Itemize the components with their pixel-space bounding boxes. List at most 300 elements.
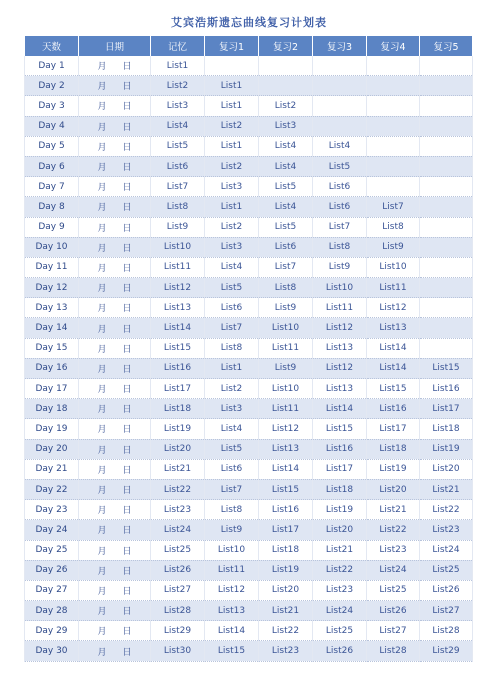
month-label: 月	[97, 607, 107, 618]
table-row	[25, 601, 473, 621]
review-2-cell: List12	[259, 419, 313, 439]
review-2-cell	[259, 56, 313, 76]
review-2-cell: List5	[259, 177, 313, 197]
memorize-cell: List5	[151, 136, 205, 156]
day-cell: Day 26	[25, 560, 79, 580]
review-4-cell: List21	[367, 500, 420, 520]
review-3-cell: List9	[313, 257, 367, 277]
review-5-cell	[420, 278, 473, 298]
memorize-cell: List28	[151, 601, 205, 621]
review-4-cell: List25	[367, 580, 420, 600]
review-1-cell: List2	[205, 217, 259, 237]
day-cell: Day 3	[25, 96, 79, 116]
review-5-cell: List28	[420, 621, 473, 641]
review-1-cell: List4	[205, 257, 259, 277]
month-label: 月	[97, 364, 107, 375]
table-body	[25, 56, 473, 661]
day-label: 日	[122, 445, 132, 456]
review-4-cell: List26	[367, 601, 420, 621]
date-cell[interactable]	[79, 520, 151, 540]
review-1-cell: List2	[205, 116, 259, 136]
day-label: 日	[122, 344, 132, 355]
review-5-cell: List22	[420, 500, 473, 520]
day-label: 日	[122, 506, 132, 517]
review-4-cell: List9	[367, 237, 420, 257]
month-label: 月	[97, 82, 107, 93]
review-4-cell: List10	[367, 257, 420, 277]
memorize-cell: List20	[151, 439, 205, 459]
day-label: 日	[122, 385, 132, 396]
month-label: 月	[97, 163, 107, 174]
month-label: 月	[97, 385, 107, 396]
review-3-cell: List14	[313, 399, 367, 419]
day-label: 日	[122, 364, 132, 375]
date-cell[interactable]	[79, 500, 151, 520]
day-label: 日	[122, 526, 132, 537]
review-3-cell: List26	[313, 641, 367, 661]
review-3-cell: List23	[313, 580, 367, 600]
month-label: 月	[97, 324, 107, 335]
review-2-cell: List4	[259, 156, 313, 176]
review-1-cell: List6	[205, 459, 259, 479]
memorize-cell: List4	[151, 116, 205, 136]
review-5-cell: List20	[420, 459, 473, 479]
review-2-cell: List23	[259, 641, 313, 661]
day-cell: Day 10	[25, 237, 79, 257]
review-2-cell: List21	[259, 601, 313, 621]
memorize-cell: List22	[151, 479, 205, 499]
review-2-cell: List22	[259, 621, 313, 641]
review-3-cell: List24	[313, 601, 367, 621]
day-cell: Day 1	[25, 56, 79, 76]
review-3-cell: List25	[313, 621, 367, 641]
review-1-cell: List1	[205, 136, 259, 156]
day-cell: Day 15	[25, 338, 79, 358]
date-cell[interactable]	[79, 76, 151, 96]
review-3-cell: List22	[313, 560, 367, 580]
day-label: 日	[122, 425, 132, 436]
review-1-cell: List2	[205, 156, 259, 176]
date-cell[interactable]	[79, 197, 151, 217]
day-label: 日	[122, 203, 132, 214]
table-row	[25, 298, 473, 318]
date-cell[interactable]	[79, 56, 151, 76]
review-2-cell: List11	[259, 338, 313, 358]
review-5-cell	[420, 96, 473, 116]
review-3-cell: List16	[313, 439, 367, 459]
header-memorize: 记忆	[151, 36, 205, 56]
date-cell[interactable]	[79, 217, 151, 237]
day-cell: Day 25	[25, 540, 79, 560]
table-row	[25, 358, 473, 378]
review-4-cell: List11	[367, 278, 420, 298]
day-label: 日	[122, 102, 132, 113]
month-label: 月	[97, 183, 107, 194]
review-1-cell: List8	[205, 500, 259, 520]
review-3-cell	[313, 116, 367, 136]
table-header-row	[25, 36, 473, 56]
review-2-cell: List16	[259, 500, 313, 520]
date-cell[interactable]	[79, 560, 151, 580]
month-label: 月	[97, 445, 107, 456]
memorize-cell: List3	[151, 96, 205, 116]
memorize-cell: List19	[151, 419, 205, 439]
review-3-cell: List18	[313, 479, 367, 499]
date-cell[interactable]	[79, 278, 151, 298]
review-4-cell: List20	[367, 479, 420, 499]
review-4-cell: List15	[367, 379, 420, 399]
review-2-cell: List8	[259, 278, 313, 298]
memorize-cell: List11	[151, 257, 205, 277]
month-label: 月	[97, 405, 107, 416]
review-1-cell: List9	[205, 520, 259, 540]
review-2-cell: List7	[259, 257, 313, 277]
date-cell[interactable]	[79, 116, 151, 136]
review-4-cell: List14	[367, 338, 420, 358]
day-cell: Day 21	[25, 459, 79, 479]
review-3-cell: List15	[313, 419, 367, 439]
month-label: 月	[97, 506, 107, 517]
day-label: 日	[122, 486, 132, 497]
day-cell: Day 11	[25, 257, 79, 277]
day-label: 日	[122, 163, 132, 174]
review-5-cell	[420, 197, 473, 217]
review-4-cell	[367, 76, 420, 96]
review-1-cell: List2	[205, 379, 259, 399]
review-5-cell: List19	[420, 439, 473, 459]
table-row	[25, 580, 473, 600]
month-label: 月	[97, 586, 107, 597]
table-row	[25, 641, 473, 661]
month-label: 月	[97, 546, 107, 557]
month-label: 月	[97, 304, 107, 315]
table-row	[25, 399, 473, 419]
table-row	[25, 136, 473, 156]
review-1-cell: List7	[205, 479, 259, 499]
review-3-cell: List4	[313, 136, 367, 156]
review-5-cell: List25	[420, 560, 473, 580]
review-4-cell: List24	[367, 560, 420, 580]
memorize-cell: List23	[151, 500, 205, 520]
review-2-cell: List19	[259, 560, 313, 580]
review-1-cell: List3	[205, 177, 259, 197]
date-cell[interactable]	[79, 580, 151, 600]
day-label: 日	[122, 62, 132, 73]
review-2-cell: List18	[259, 540, 313, 560]
month-label: 月	[97, 465, 107, 476]
review-4-cell: List18	[367, 439, 420, 459]
review-3-cell	[313, 56, 367, 76]
review-2-cell: List10	[259, 318, 313, 338]
day-cell: Day 24	[25, 520, 79, 540]
review-4-cell: List28	[367, 641, 420, 661]
day-cell: Day 19	[25, 419, 79, 439]
day-label: 日	[122, 405, 132, 416]
header-review-3: 复习3	[313, 36, 367, 56]
review-4-cell: List14	[367, 358, 420, 378]
month-label: 月	[97, 526, 107, 537]
table-row	[25, 217, 473, 237]
date-cell[interactable]	[79, 338, 151, 358]
day-label: 日	[122, 183, 132, 194]
review-2-cell: List10	[259, 379, 313, 399]
review-2-cell: List4	[259, 136, 313, 156]
memorize-cell: List26	[151, 560, 205, 580]
memorize-cell: List29	[151, 621, 205, 641]
table-row	[25, 621, 473, 641]
memorize-cell: List9	[151, 217, 205, 237]
table-row	[25, 520, 473, 540]
review-3-cell: List12	[313, 318, 367, 338]
day-cell: Day 30	[25, 641, 79, 661]
review-5-cell	[420, 338, 473, 358]
memorize-cell: List10	[151, 237, 205, 257]
date-cell[interactable]	[79, 156, 151, 176]
date-cell[interactable]	[79, 318, 151, 338]
month-label: 月	[97, 122, 107, 133]
review-5-cell	[420, 177, 473, 197]
review-5-cell: List24	[420, 540, 473, 560]
day-label: 日	[122, 465, 132, 476]
review-2-cell: List4	[259, 197, 313, 217]
month-label: 月	[97, 102, 107, 113]
review-3-cell: List6	[313, 197, 367, 217]
table-row	[25, 257, 473, 277]
review-5-cell	[420, 56, 473, 76]
review-1-cell: List13	[205, 601, 259, 621]
review-2-cell: List14	[259, 459, 313, 479]
day-cell: Day 6	[25, 156, 79, 176]
review-4-cell: List17	[367, 419, 420, 439]
month-label: 月	[97, 627, 107, 638]
review-1-cell: List1	[205, 358, 259, 378]
day-cell: Day 5	[25, 136, 79, 156]
day-label: 日	[122, 263, 132, 274]
review-5-cell	[420, 237, 473, 257]
review-4-cell: List19	[367, 459, 420, 479]
table-row	[25, 560, 473, 580]
review-1-cell: List5	[205, 439, 259, 459]
date-cell[interactable]	[79, 621, 151, 641]
date-cell[interactable]	[79, 177, 151, 197]
review-1-cell: List12	[205, 580, 259, 600]
memorize-cell: List12	[151, 278, 205, 298]
day-cell: Day 4	[25, 116, 79, 136]
review-3-cell: List13	[313, 338, 367, 358]
day-cell: Day 29	[25, 621, 79, 641]
table-row	[25, 278, 473, 298]
table-row	[25, 76, 473, 96]
review-2-cell: List17	[259, 520, 313, 540]
review-4-cell	[367, 116, 420, 136]
review-3-cell	[313, 76, 367, 96]
date-cell[interactable]	[79, 298, 151, 318]
date-cell[interactable]	[79, 96, 151, 116]
review-2-cell: List6	[259, 237, 313, 257]
review-1-cell: List6	[205, 298, 259, 318]
review-4-cell	[367, 56, 420, 76]
memorize-cell: List6	[151, 156, 205, 176]
table-row	[25, 500, 473, 520]
memorize-cell: List13	[151, 298, 205, 318]
table-row	[25, 197, 473, 217]
review-2-cell: List15	[259, 479, 313, 499]
review-1-cell: List10	[205, 540, 259, 560]
day-label: 日	[122, 324, 132, 335]
table-row	[25, 540, 473, 560]
day-label: 日	[122, 566, 132, 577]
month-label: 月	[97, 284, 107, 295]
table-row	[25, 479, 473, 499]
review-5-cell: List29	[420, 641, 473, 661]
review-4-cell: List22	[367, 520, 420, 540]
day-label: 日	[122, 647, 132, 658]
date-cell[interactable]	[79, 399, 151, 419]
table-row	[25, 116, 473, 136]
review-5-cell	[420, 257, 473, 277]
date-cell[interactable]	[79, 257, 151, 277]
month-label: 月	[97, 142, 107, 153]
review-1-cell: List7	[205, 318, 259, 338]
date-cell[interactable]	[79, 459, 151, 479]
date-cell[interactable]	[79, 439, 151, 459]
day-cell: Day 8	[25, 197, 79, 217]
review-3-cell: List12	[313, 358, 367, 378]
table-row	[25, 96, 473, 116]
review-5-cell: List26	[420, 580, 473, 600]
day-cell: Day 12	[25, 278, 79, 298]
day-label: 日	[122, 82, 132, 93]
review-3-cell: List21	[313, 540, 367, 560]
header-review-4: 复习4	[367, 36, 420, 56]
review-4-cell	[367, 177, 420, 197]
day-label: 日	[122, 243, 132, 254]
review-3-cell: List10	[313, 278, 367, 298]
table-row	[25, 318, 473, 338]
review-2-cell: List20	[259, 580, 313, 600]
review-5-cell: List15	[420, 358, 473, 378]
header-days: 天数	[25, 36, 79, 56]
memorize-cell: List7	[151, 177, 205, 197]
review-5-cell	[420, 217, 473, 237]
day-cell: Day 27	[25, 580, 79, 600]
review-5-cell	[420, 298, 473, 318]
day-cell: Day 2	[25, 76, 79, 96]
review-3-cell	[313, 96, 367, 116]
table-row	[25, 177, 473, 197]
review-2-cell: List13	[259, 439, 313, 459]
memorize-cell: List24	[151, 520, 205, 540]
date-cell[interactable]	[79, 379, 151, 399]
date-cell[interactable]	[79, 641, 151, 661]
review-4-cell: List23	[367, 540, 420, 560]
review-3-cell: List8	[313, 237, 367, 257]
review-1-cell: List8	[205, 338, 259, 358]
date-cell[interactable]	[79, 540, 151, 560]
date-cell[interactable]	[79, 237, 151, 257]
review-3-cell: List11	[313, 298, 367, 318]
review-3-cell: List20	[313, 520, 367, 540]
date-cell[interactable]	[79, 358, 151, 378]
review-4-cell	[367, 96, 420, 116]
review-2-cell: List5	[259, 217, 313, 237]
table-row	[25, 338, 473, 358]
memorize-cell: List21	[151, 459, 205, 479]
table-row	[25, 419, 473, 439]
date-cell[interactable]	[79, 601, 151, 621]
review-5-cell	[420, 136, 473, 156]
month-label: 月	[97, 425, 107, 436]
day-cell: Day 18	[25, 399, 79, 419]
review-5-cell: List23	[420, 520, 473, 540]
day-cell: Day 14	[25, 318, 79, 338]
memorize-cell: List8	[151, 197, 205, 217]
date-cell[interactable]	[79, 136, 151, 156]
table-row	[25, 439, 473, 459]
review-1-cell: List1	[205, 96, 259, 116]
memorize-cell: List14	[151, 318, 205, 338]
review-2-cell: List9	[259, 298, 313, 318]
month-label: 月	[97, 344, 107, 355]
day-label: 日	[122, 284, 132, 295]
memorize-cell: List25	[151, 540, 205, 560]
review-4-cell	[367, 136, 420, 156]
day-label: 日	[122, 586, 132, 597]
review-3-cell: List19	[313, 500, 367, 520]
table-row	[25, 237, 473, 257]
review-1-cell: List3	[205, 399, 259, 419]
day-cell: Day 28	[25, 601, 79, 621]
day-cell: Day 16	[25, 358, 79, 378]
month-label: 月	[97, 203, 107, 214]
memorize-cell: List30	[151, 641, 205, 661]
month-label: 月	[97, 243, 107, 254]
day-cell: Day 9	[25, 217, 79, 237]
review-2-cell: List9	[259, 358, 313, 378]
day-cell: Day 17	[25, 379, 79, 399]
review-1-cell: List11	[205, 560, 259, 580]
page-title: 艾宾浩斯遗忘曲线复习计划表	[171, 16, 327, 29]
date-cell[interactable]	[79, 419, 151, 439]
memorize-cell: List16	[151, 358, 205, 378]
day-label: 日	[122, 122, 132, 133]
month-label: 月	[97, 486, 107, 497]
review-4-cell: List8	[367, 217, 420, 237]
month-label: 月	[97, 263, 107, 274]
header-review-1: 复习1	[205, 36, 259, 56]
day-cell: Day 22	[25, 479, 79, 499]
table-row	[25, 459, 473, 479]
review-4-cell: List7	[367, 197, 420, 217]
review-4-cell: List13	[367, 318, 420, 338]
memorize-cell: List1	[151, 56, 205, 76]
review-5-cell: List16	[420, 379, 473, 399]
review-1-cell: List14	[205, 621, 259, 641]
review-1-cell: List1	[205, 76, 259, 96]
date-cell[interactable]	[79, 479, 151, 499]
memorize-cell: List2	[151, 76, 205, 96]
header-review-2: 复习2	[259, 36, 313, 56]
table-row	[25, 156, 473, 176]
review-2-cell	[259, 76, 313, 96]
review-4-cell	[367, 156, 420, 176]
header-date: 日期	[79, 36, 151, 56]
month-label: 月	[97, 223, 107, 234]
review-1-cell: List4	[205, 419, 259, 439]
day-label: 日	[122, 546, 132, 557]
month-label: 月	[97, 62, 107, 73]
review-5-cell: List21	[420, 479, 473, 499]
